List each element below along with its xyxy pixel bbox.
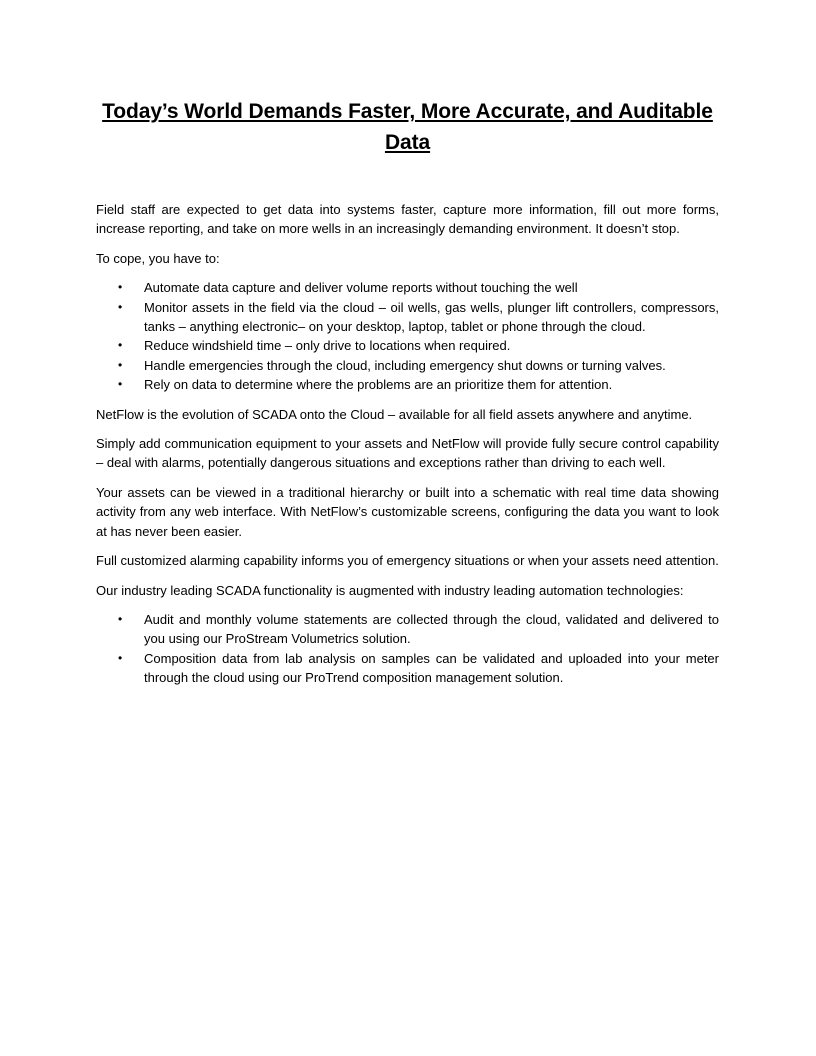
- bullet-icon: •: [118, 650, 123, 665]
- industry-paragraph: Our industry leading SCADA functionality is augmented with industry leading automation technologies:: [96, 582, 684, 598]
- list-item: [96, 298, 719, 337]
- list-item: [96, 375, 719, 394]
- alarming-paragraph: Full customized alarming capability informs you of emergency situations or when your assets need attention.: [96, 553, 719, 569]
- list-item-text: Audit and monthly volume statements are collected through the cloud, validated and delivered to you using our ProStream Volumetrics solution.: [144, 611, 719, 647]
- list-item: [96, 278, 719, 297]
- assets-paragraph: Your assets can be viewed in a traditional hierarchy or built into a schematic with real time data showing activity from any web interface. With NetFlow’s customizable screens, configuring the data you want to look at has never been easier.: [96, 484, 719, 539]
- list-item-text: Automate data capture and deliver volume reports without touching the well: [144, 280, 578, 296]
- netflow-paragraph: NetFlow is the evolution of SCADA onto the Cloud – available for all field assets anywhere and anytime.: [96, 406, 693, 422]
- bullet-icon: •: [118, 377, 123, 392]
- list-item-text: Rely on data to determine where the problems are an prioritize them for attention.: [144, 377, 613, 393]
- list-item: [96, 610, 719, 649]
- page-title: Today’s World Demands Faster, More Accurate, and Auditable Data: [102, 100, 713, 154]
- cope-list: [96, 278, 719, 394]
- list-item-text: Reduce windshield time – only drive to locations when required.: [144, 338, 511, 354]
- document-page: [96, 96, 719, 698]
- bullet-icon: •: [118, 611, 123, 626]
- intro-paragraph: Field staff are expected to get data into systems faster, capture more information, fill out more forms, increase reporting, and take on more wells in an increasingly demanding environment. It doesn’t stop.: [96, 202, 719, 237]
- list-item: [96, 336, 719, 355]
- simply-paragraph: Simply add communication equipment to your assets and NetFlow will provide fully secure control capability – deal with alarms, potentially dangerous situations and exceptions rather than driving to each well.: [96, 436, 719, 471]
- industry-list: [96, 610, 719, 688]
- list-item: [96, 649, 719, 688]
- cope-lead-paragraph: To cope, you have to:: [96, 250, 220, 266]
- list-item-text: Monitor assets in the field via the cloud – oil wells, gas wells, plunger lift controllers, compressors, tanks – anything electronic– on your desktop, laptop, tablet or phone through the cloud.: [144, 299, 719, 335]
- bullet-icon: •: [118, 338, 123, 353]
- bullet-icon: •: [118, 299, 123, 314]
- bullet-icon: •: [118, 280, 123, 295]
- list-item-text: Handle emergencies through the cloud, including emergency shut downs or turning valves.: [144, 357, 666, 373]
- bullet-icon: •: [118, 357, 123, 372]
- list-item: [96, 356, 719, 375]
- list-item-text: Composition data from lab analysis on samples can be validated and uploaded into your meter through the cloud using our ProTrend composition management solution.: [144, 650, 719, 686]
